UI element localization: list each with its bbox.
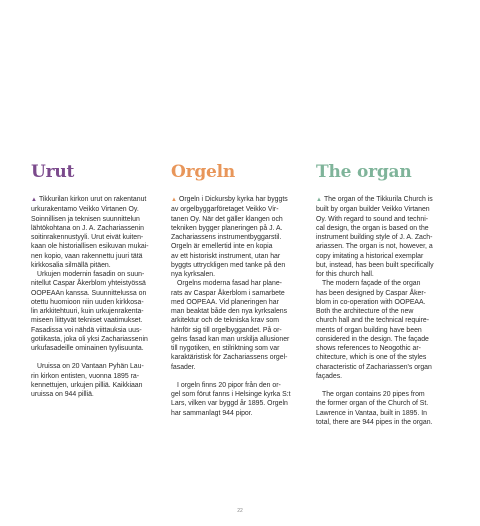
finnish-paragraph-1-text: Tikkurilan kirkon urut on rakentanut urkurakentamo Veikko Virtanen Oy. Soinnillisen ja teknisen suunnittelun lähtökohtana on J. A. Zachariassenin soitinrakennustyyli. Urut eivät kuiten- kaan ole historiallisen esikuvan mukai- nen kopio, vaan rakennettu juuri tätä kirkkosalia silmällä pitäen. — [31, 196, 149, 269]
swedish-paragraph-1 — [171, 195, 314, 279]
finnish-heading: Urut — [31, 162, 75, 182]
finnish-paragraph-3: Uruissa on 20 Vantaan Pyhän Lau- rin kirkon entisten, vuonna 1895 ra- kennettujen, urkujen pilliä. Kaikkiaan uruissa on 944 pilliä. — [31, 363, 144, 398]
paragraph-gap — [31, 353, 174, 362]
swedish-paragraph-3: I orgeln finns 20 pipor från den or- gel som förut fanns i Helsinge kyrka S:t Lars, vilken var byggd år 1895. Orgeln har sammanlagt 944 pipor. — [171, 381, 291, 417]
page-number: 22 — [237, 508, 243, 514]
paragraph-gap — [316, 381, 459, 390]
english-column — [316, 162, 459, 427]
swedish-paragraph-2: Orgelns moderna fasad har plane- rats av Caspar Åkerblom i samarbete med OOPEAA. Vid planeringen har man beaktat både den nya kyrksalens arkitektur och de tekniska krav som hänför sig till orgelbyggandet. På or- gelns fasad kan man urskilja allusioner till nygotiken, en stilriktning som var karaktäristisk för Zachariassens orgel- fasader. — [171, 280, 290, 371]
english-paragraph-3: The organ contains 20 pipes from the former organ of the Church of St. Lawrence in Vantaa, built in 1895. In total, there are 944 pipes in the organ. — [316, 391, 433, 426]
triangle-marker-icon: ▲ — [31, 197, 37, 203]
swedish-paragraph-1-text: Orgeln i Dickursby kyrka har byggts av orgelbyggarföretaget Veikko Vir- tanen Oy. När det gäller klangen och tekniken bygger planeringen på J. A. Zachariassens instrumentbyggarstil. Orgeln är emellertid inte en kopia av ett historiskt instrument, utan har byggts uttryckligen med tanke på den nya kyrksalen. — [171, 196, 288, 278]
english-paragraph-1 — [316, 195, 459, 279]
english-paragraph-1-text: The organ of the Tikkurila Church is built by organ builder Veikko Virtanen Oy. With regard to sound and techni- cal design, the organ is based on the instrument building style of J. A. Zach- ariassen. The organ is not, however, a copy imitating a historical exemplar but, instead, has been built specifically for this church hall. — [316, 196, 434, 278]
triangle-marker-icon: ▲ — [316, 197, 322, 203]
triangle-marker-icon: ▲ — [171, 197, 177, 203]
paragraph-gap — [171, 372, 314, 381]
swedish-heading: Orgeln — [171, 162, 236, 182]
english-heading: The organ — [316, 162, 412, 182]
finnish-column — [31, 162, 174, 399]
english-paragraph-2: The modern façade of the organ has been designed by Caspar Åker- blom in co-operation with OOPEAA. Both the architecture of the new church hall and the technical require- ments of organ building have been considered in the design. The façade shows references to Neogothic ar- chitecture, which is one of the styles characteristic of Zachariassen's organ façades. — [316, 280, 432, 380]
finnish-paragraph-1 — [31, 195, 174, 270]
swedish-column — [171, 162, 314, 418]
finnish-paragraph-2: Urkujen modernin fasadin on suun- nitellut Caspar Åkerblom yhteistyössä OOPEAAn kanssa. Suunnittelussa on otettu huomioon niin uuden kirkkosa- lin arkkitehtuuri, kuin urkujenrakenta- miseen liittyvät tekniset vaatimukset. Fasadissa voi nähdä viittauksia uus- gotiikasta, joka oli yksi Zachariassenin urkufasadeille ominainen tyylisuunta. — [31, 271, 148, 352]
